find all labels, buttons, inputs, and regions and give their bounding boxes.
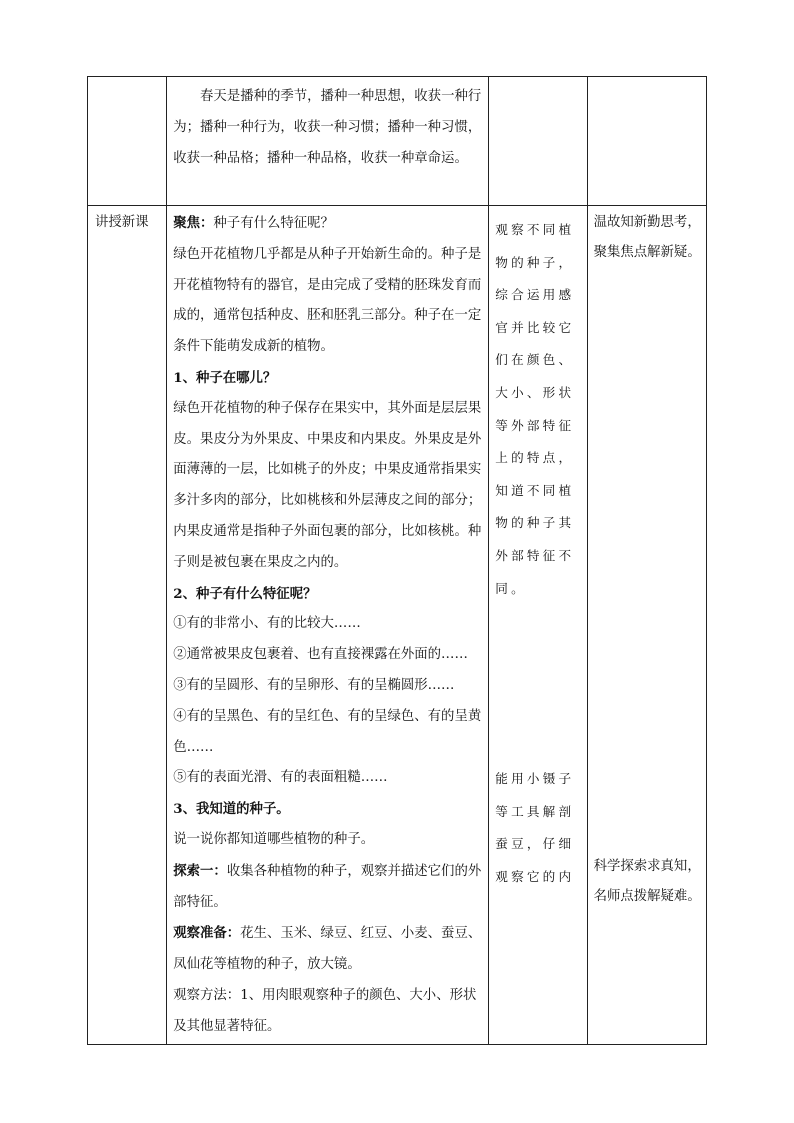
method-line: 观察方法：1、用肉眼观察种子的颜色、大小、形状及其他显著特征。 <box>173 987 477 1034</box>
feature-item: ③有的呈圆形、有的呈卵形、有的呈椭圆形…… <box>173 677 455 693</box>
prep-label: 观察准备： <box>173 925 241 942</box>
row-label-cell <box>88 206 167 1045</box>
focus-line <box>173 208 483 240</box>
intent-block-1: 温故知新勤思考，聚集焦点解新疑。 <box>593 215 701 260</box>
intro-content-cell <box>167 77 489 206</box>
feature-item: ②通常被果皮包裹着、也有直接裸露在外面的…… <box>173 647 468 663</box>
known-seeds-paragraph: 说一说你都知道哪些植物的种子。 <box>173 831 375 847</box>
lecture-content-cell <box>167 206 489 1045</box>
seed-intro-paragraph: 绿色开花植物几乎都是从种子开始新生命的。种子是开花植物特有的器官，是由完成了受精的胚珠发育而成的，通常包括种皮、胚和胚乳三部分。种子在一定条件下能萌发成新的植物。 <box>173 246 482 355</box>
explore-text: 收集各种植物的种子，观察并描述它们的外部特征。 <box>173 863 482 910</box>
feature-item: ④有的呈黑色、有的呈红色、有的呈绿色、有的呈黄色…… <box>173 708 482 755</box>
intro-text: 春天是播种的季节，播种一种思想，收获一种行为；播种一种行为，收获一种习惯；播种一种习惯，收获一种品格；播种一种品格，收获一种章命运。 <box>173 89 482 166</box>
heading-seed-features: 2、种子有什么特征呢？ <box>173 585 317 602</box>
feature-item: ⑤有的表面光滑、有的表面粗糙…… <box>173 770 388 786</box>
intro-intent-cell <box>587 77 706 206</box>
student-activity <box>489 206 586 894</box>
intro-activity-cell <box>489 77 587 206</box>
focus-question: 种子有什么特征呢？ <box>213 216 334 231</box>
intent-block-2: 科学探索求真知，名师点拨解疑难。 <box>593 859 701 904</box>
lesson-plan-table <box>87 76 707 1045</box>
heading-known-seeds: 3、我知道的种子。 <box>173 801 290 818</box>
lecture-row <box>88 206 707 1045</box>
row-label: 讲授新课 <box>95 215 149 230</box>
intro-row <box>88 77 707 206</box>
prep-text: 花生、玉米、绿豆、红豆、小麦、蚕豆、凤仙花等植物的种子，放大镜。 <box>173 926 482 973</box>
explore-line <box>173 856 483 919</box>
activity-block-1: 观察不同植物的种子，综合运用感官并比较它们在颜色、大小、形状等外部特征上的特点，知道不同植物的种子其外部特征不同。 <box>495 222 575 596</box>
explore-label: 探索一： <box>173 862 227 879</box>
heading-seed-location: 1、种子在哪儿？ <box>173 369 277 386</box>
design-intent <box>588 206 706 912</box>
activity-block-2: 能用小镊子等工具解剖蚕豆，仔细观察它的内 <box>495 771 575 884</box>
feature-item: ①有的非常小、有的比较大…… <box>173 616 361 632</box>
focus-label: 聚焦： <box>173 215 214 231</box>
prep-line <box>173 918 483 981</box>
lecture-content <box>167 206 488 1043</box>
intro-label-cell <box>88 77 167 206</box>
student-activity-cell <box>489 206 587 1045</box>
seed-location-paragraph: 绿色开花植物的种子保存在果实中，其外面是层层果皮。果皮分为外果皮、中果皮和内果皮。外果皮是外面薄薄的一层，比如桃子的外皮；中果皮通常指果实多汁多肉的部分，比如桃核和外层薄皮之间的部分；内果皮通常是指种子外面包裹的部分，比如核桃。种子则是被包裹在果皮之内的。 <box>173 400 482 570</box>
design-intent-cell <box>587 206 706 1045</box>
